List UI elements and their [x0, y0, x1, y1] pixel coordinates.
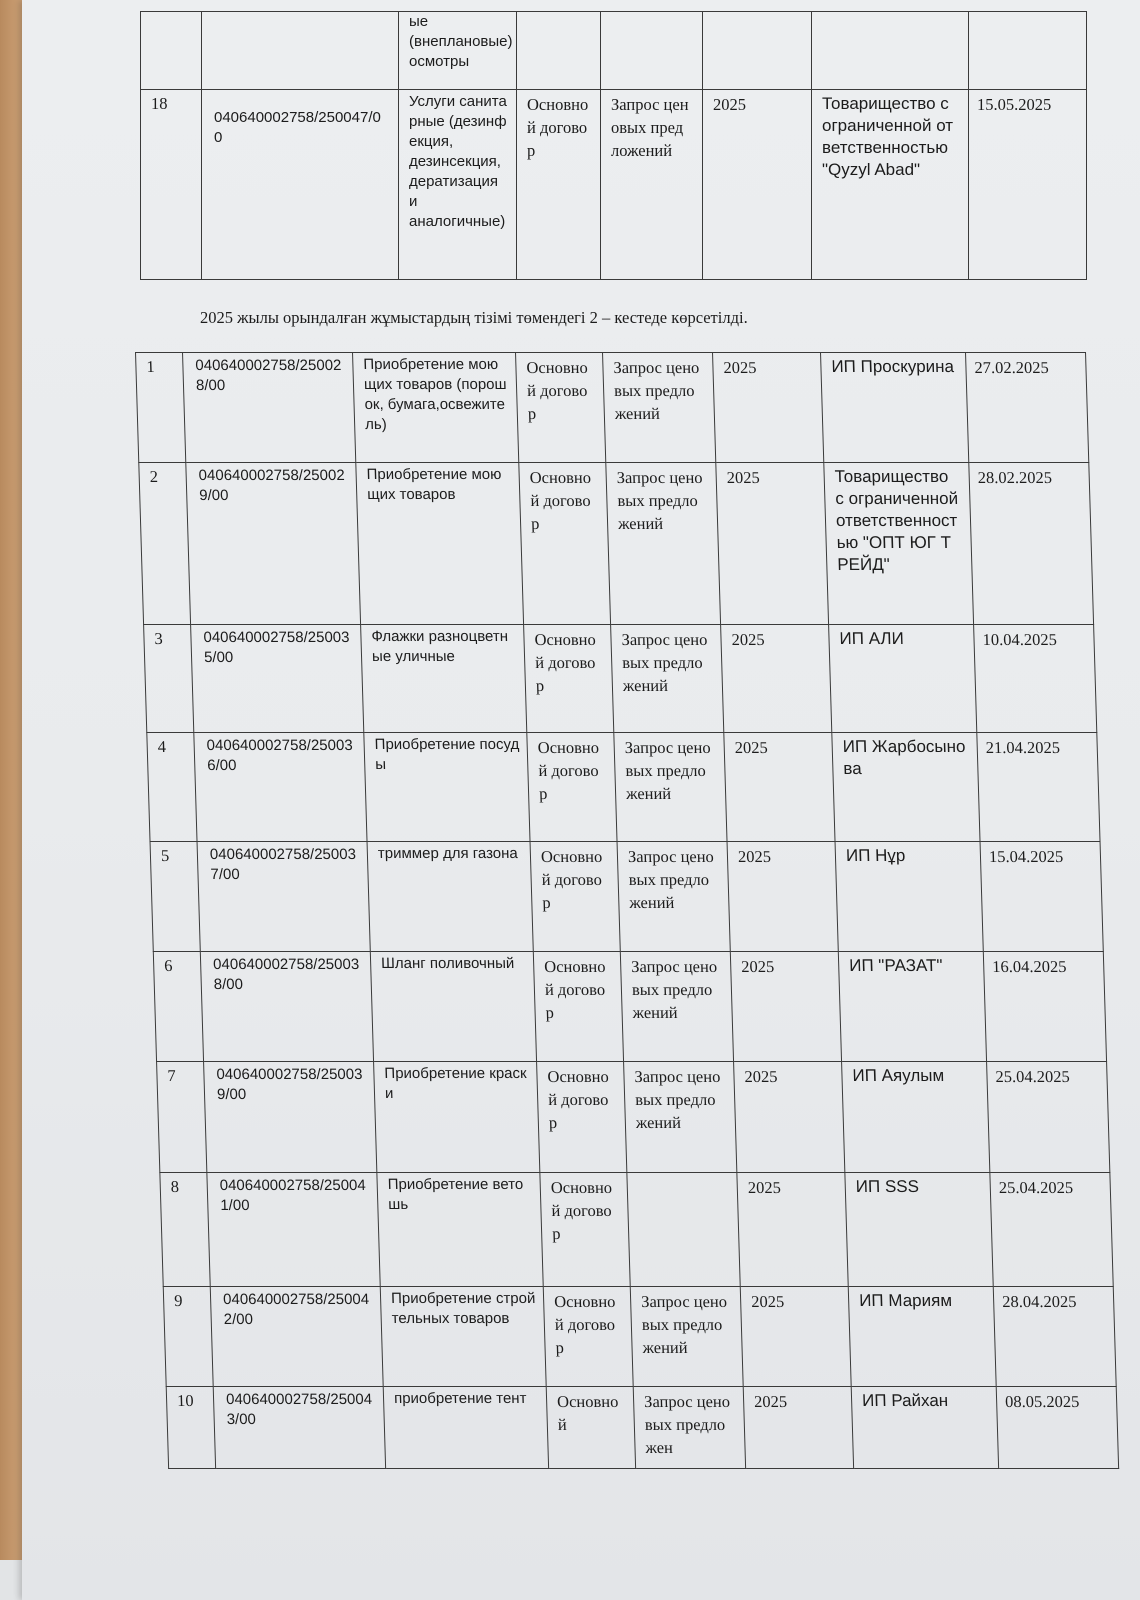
- cell-code: [207, 1173, 380, 1287]
- cell-type: [537, 1062, 627, 1173]
- cell-supplier-text: ИП Аяулым: [852, 1066, 945, 1085]
- cell-year: [740, 1287, 851, 1387]
- method-text: Запрос ценовых предложений: [611, 95, 689, 160]
- cell-num: [157, 1062, 207, 1173]
- cell-num-text: 1: [146, 357, 155, 376]
- cell-type: [524, 625, 614, 733]
- table-row: [163, 1287, 1116, 1387]
- table-row-18: [141, 90, 1087, 280]
- cell-date-text: 16.04.2025: [991, 957, 1067, 976]
- cell-method: [614, 733, 727, 842]
- cell-num-text: 5: [160, 846, 170, 865]
- cell-year-text: 2025: [737, 847, 772, 866]
- cell-date: [977, 733, 1100, 842]
- table-row: [136, 353, 1089, 463]
- cell-date: [983, 952, 1106, 1062]
- name-line: ые: [409, 13, 429, 30]
- cell-name: [399, 90, 517, 280]
- cell-date-text: 21.04.2025: [985, 738, 1061, 757]
- cell-num-text: 9: [173, 1291, 183, 1310]
- cell-year: [721, 625, 832, 733]
- cell-method: [601, 12, 703, 90]
- cell-supplier-text: ИП Мариям: [858, 1291, 953, 1310]
- cell-name: [383, 1387, 548, 1469]
- cell-num: [150, 842, 200, 952]
- cell-num: [139, 463, 191, 625]
- cell-year: [727, 842, 838, 952]
- cell-num-text: 10: [176, 1391, 194, 1410]
- cell-code-text: 040640002758/250037/00: [209, 846, 357, 883]
- cell-type: [516, 353, 606, 463]
- table-row-partial: [141, 12, 1087, 90]
- cell-code-text: 040640002758/250029/00: [198, 467, 345, 504]
- cell-date-text: 28.02.2025: [977, 468, 1053, 487]
- cell-year: [724, 733, 835, 842]
- cell-year-text: 2025: [723, 358, 757, 377]
- cell-year-text: 2025: [740, 957, 775, 976]
- cell-date: 15.05.2025: [969, 90, 1087, 280]
- cell-year-text: 2025: [731, 630, 765, 649]
- cell-type: [540, 1173, 630, 1287]
- cell-code: [202, 12, 399, 90]
- name-line: осмотры: [409, 53, 470, 70]
- cell-type-text: Основной договор: [537, 738, 600, 803]
- table-row: [153, 952, 1106, 1062]
- cell-date: [987, 1062, 1110, 1173]
- cell-type-text: Основной договор: [547, 1067, 609, 1132]
- cell-name: [399, 12, 517, 90]
- cell-code-text: 040640002758/250041/00: [219, 1177, 366, 1214]
- cell-type: [543, 1287, 633, 1387]
- cell-method-text: Запрос ценовых предложений: [624, 738, 711, 803]
- cell-date-text: 25.04.2025: [998, 1178, 1074, 1197]
- name-line: дезинсекция,: [409, 153, 501, 170]
- cell-supplier: [845, 1173, 993, 1287]
- cell-name-text: триммер для газона: [377, 845, 518, 862]
- cell-date: [990, 1173, 1113, 1287]
- cell-code-text: 040640002758/250042/00: [222, 1291, 370, 1328]
- cell-date: [974, 625, 1097, 733]
- cell-method: [611, 625, 724, 733]
- cell-year: [703, 12, 812, 90]
- name-line: аналогичные): [409, 213, 506, 230]
- cell-year: [743, 1387, 853, 1469]
- table-row: [144, 625, 1097, 733]
- cell-code-text: 040640002758/250039/00: [216, 1066, 363, 1103]
- table-row: [160, 1173, 1113, 1287]
- cell-supplier-text: ИП Жарбосынова: [842, 737, 966, 778]
- cell-num-text: 2: [149, 467, 159, 486]
- cell-name-text: Флажки разноцветные уличные: [371, 628, 509, 665]
- cell-year-text: 2025: [750, 1292, 785, 1311]
- cell-type-text: Основной договор: [540, 847, 603, 912]
- cell-method: [627, 1173, 740, 1287]
- cell-method: [603, 353, 716, 463]
- cell-name-text: Приобретение моющих товаров: [366, 466, 502, 503]
- cell-type-text: Основной договор: [550, 1178, 613, 1243]
- cell-date: [969, 463, 1094, 625]
- name-line: (внеплановые): [409, 33, 513, 50]
- cell-name: [356, 463, 524, 625]
- table-row: [147, 733, 1100, 842]
- cell-code: [210, 1287, 383, 1387]
- cell-supplier-text: ИП АЛИ: [839, 629, 905, 648]
- cell-year-text: 2025: [747, 1178, 782, 1197]
- cell-method-text: Запрос ценовых предложений: [627, 847, 715, 912]
- cell-code-text: 040640002758/250036/00: [206, 737, 353, 774]
- cell-method: [630, 1287, 743, 1387]
- supplier-text: Товарищество с ограниченной ответственностью "Qyzyl Abad": [822, 94, 954, 179]
- cell-code: [197, 842, 370, 952]
- cell-num: [136, 353, 186, 463]
- cell-supplier: [842, 1062, 990, 1173]
- cell-num: [166, 1387, 215, 1469]
- cell-name: [370, 952, 536, 1062]
- cell-method: [617, 842, 730, 952]
- cell-type: [519, 463, 611, 625]
- cell-date-text: 08.05.2025: [1004, 1392, 1080, 1411]
- table-row: [166, 1387, 1118, 1469]
- cell-year: [713, 353, 824, 463]
- cell-supplier: [832, 733, 980, 842]
- works-table: [135, 352, 1119, 1469]
- cell-type-text: Основной договор: [543, 957, 606, 1022]
- cell-num: 18: [141, 90, 202, 280]
- cell-name: [361, 625, 527, 733]
- cell-code: [213, 1387, 385, 1469]
- cell-num-text: 4: [157, 737, 167, 756]
- cell-type: [517, 90, 601, 280]
- type-text: Основной договор: [527, 95, 589, 160]
- cell-name-text: Приобретение краски: [384, 1065, 527, 1102]
- cell-year: [730, 952, 841, 1062]
- cell-method: [624, 1062, 737, 1173]
- cell-type: [533, 952, 623, 1062]
- cell-date: [966, 353, 1089, 463]
- table-row: [150, 842, 1103, 952]
- cell-method-text: Запрос ценовых предложений: [616, 468, 703, 533]
- cell-code-text: 040640002758/250043/00: [225, 1391, 373, 1428]
- cell-name: [380, 1287, 546, 1387]
- cell-supplier-text: ИП Райхан: [861, 1391, 949, 1410]
- cell-num: [163, 1287, 213, 1387]
- cell-name-text: Приобретение стройтельных товаров: [390, 1290, 536, 1327]
- cell-name: [364, 733, 530, 842]
- cell-supplier-text: ИП "РАЗАТ": [848, 956, 943, 975]
- table-row: [139, 463, 1094, 625]
- cell-code-text: 040640002758/250038/00: [212, 956, 360, 993]
- cell-method-text: Запрос ценовых предложений: [621, 630, 708, 695]
- cell-supplier: [821, 353, 969, 463]
- cell-supplier: [824, 463, 974, 625]
- cell-code-text: 040640002758/250035/00: [203, 629, 350, 666]
- cell-type-text: Основной договор: [529, 468, 592, 533]
- cell-method-text: Запрос ценовых предложений: [630, 957, 718, 1022]
- cell-name-text: Приобретение ветошь: [387, 1176, 524, 1213]
- cell-method: [601, 90, 703, 280]
- cell-type-text: Основной: [556, 1392, 619, 1434]
- cell-supplier: [829, 625, 977, 733]
- cell-code: [200, 952, 373, 1062]
- cell-code-text: 040640002758/250028/00: [195, 357, 342, 394]
- cell-name-text: Приобретение моющих товаров (порошок, бумага,освежитель): [363, 356, 507, 433]
- cell-code: [186, 463, 361, 625]
- cell-year: [734, 1062, 845, 1173]
- cell-supplier: [838, 952, 986, 1062]
- cell-method: [633, 1387, 745, 1469]
- cell-date: [980, 842, 1103, 952]
- cell-code: [194, 733, 367, 842]
- table-row: [157, 1062, 1110, 1173]
- cell-method-text: Запрос ценовых предложений: [613, 358, 700, 423]
- cell-num-text: 8: [170, 1177, 180, 1196]
- cell-supplier-text: ИП Нұр: [845, 846, 906, 865]
- cell-code: [183, 353, 356, 463]
- top-table: [140, 11, 1087, 280]
- cell-num: [144, 625, 194, 733]
- cell-method: [606, 463, 721, 625]
- name-line: Услуги санитарные (дезинфекция,: [409, 93, 507, 150]
- cell-supplier-text: ИП Проскурина: [831, 357, 955, 376]
- cell-code: [191, 625, 364, 733]
- cell-date: [993, 1287, 1116, 1387]
- code-text: 040640002758/250047/00: [214, 109, 381, 146]
- cell-name: [374, 1062, 540, 1173]
- cell-num: [147, 733, 197, 842]
- cell-supplier: [812, 90, 969, 280]
- cell-method: [620, 952, 733, 1062]
- cell-method-text: Запрос ценовых предложен: [643, 1392, 731, 1457]
- table-caption: 2025 жылы орындалған жұмыстардың тізімі төмендегі 2 – кестеде көрсетілді.: [200, 308, 748, 327]
- cell-supplier-text: ИП SSS: [855, 1177, 920, 1196]
- cell-code: [204, 1062, 377, 1173]
- cell-code: [202, 90, 399, 280]
- cell-supplier: [848, 1287, 996, 1387]
- cell-date-text: 25.04.2025: [995, 1067, 1071, 1086]
- cell-supplier: [851, 1387, 998, 1469]
- cell-date: [969, 12, 1087, 90]
- cell-name-text: приобретение тент: [393, 1390, 527, 1407]
- cell-name: [367, 842, 533, 952]
- cell-date-text: 15.04.2025: [988, 847, 1064, 866]
- cell-supplier: [812, 12, 969, 90]
- cell-date: [996, 1387, 1118, 1469]
- cell-year-text: 2025: [726, 468, 761, 487]
- cell-num-text: 7: [167, 1066, 177, 1085]
- cell-num: [160, 1173, 210, 1287]
- cell-num: [141, 12, 202, 90]
- cell-num-text: 6: [163, 956, 173, 975]
- cell-supplier: [835, 842, 983, 952]
- cell-method-text: Запрос ценовых предложений: [640, 1292, 728, 1357]
- cell-num: [153, 952, 203, 1062]
- cell-name-text: Приобретение посуды: [374, 736, 520, 773]
- cell-name: [377, 1173, 543, 1287]
- cell-year: [716, 463, 829, 625]
- cell-name: [353, 353, 519, 463]
- name-line: дератизация и: [409, 173, 499, 210]
- cell-type-text: Основной договор: [526, 358, 588, 423]
- cell-date-text: 28.04.2025: [1001, 1292, 1077, 1311]
- cell-type: [517, 12, 601, 90]
- cell-num-text: 3: [154, 629, 164, 648]
- cell-year-text: 2025: [734, 738, 769, 757]
- cell-type: [527, 733, 617, 842]
- cell-year-text: 2025: [753, 1392, 788, 1411]
- cell-type-text: Основной договор: [534, 630, 597, 695]
- cell-type-text: Основной договор: [553, 1292, 616, 1357]
- cell-method-text: Запрос ценовых предложений: [634, 1067, 721, 1132]
- cell-name-text: Шланг поливочный: [380, 955, 515, 972]
- cell-year: [737, 1173, 848, 1287]
- cell-type: [530, 842, 620, 952]
- cell-year-text: 2025: [744, 1067, 778, 1086]
- cell-date-text: 27.02.2025: [974, 358, 1049, 377]
- cell-supplier-text: Товарищество с ограниченной ответственностью "ОПТ ЮГ ТРЕЙД": [834, 467, 959, 574]
- cell-type: [546, 1387, 635, 1469]
- cell-year: 2025: [703, 90, 812, 280]
- cell-date-text: 10.04.2025: [982, 630, 1058, 649]
